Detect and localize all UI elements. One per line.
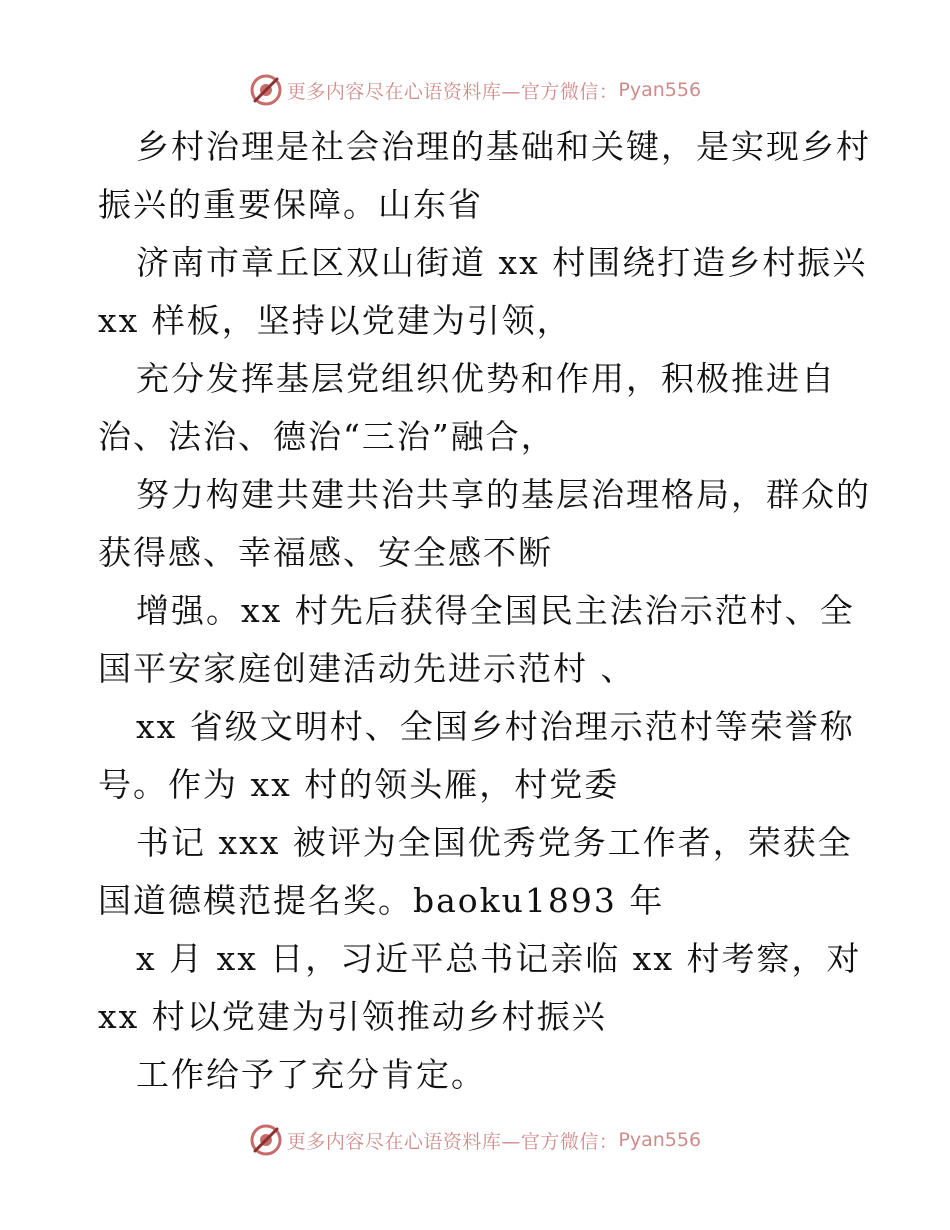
text-line: 治、法治、德治“三治”融合， — [98, 417, 556, 456]
text-line: 国道德模范提名奖。baoku1893 年 — [98, 881, 665, 920]
text-line: xx 样板，坚持以党建为引领， — [98, 301, 572, 340]
header-banner — [0, 70, 950, 110]
text-line: xx 省级文明村、全国乡村治理示范村等荣誉称 — [136, 707, 855, 746]
text-line: x 月 xx 日，习近平总书记亲临 xx 村考察，对 — [136, 939, 862, 978]
text-line: 乡村治理是社会治理的基础和关键，是实现乡村 — [136, 127, 871, 166]
text-line: 国平安家庭创建活动先进示范村 、 — [98, 649, 636, 688]
text-line: 增强。xx 村先后获得全国民主法治示范村、全 — [136, 591, 855, 630]
banner-wechat-id: Pyan556 — [618, 1129, 702, 1151]
text-line: 号。作为 xx 村的领头雁，村党委 — [98, 765, 620, 804]
text-line: 工作给予了充分肯定。 — [136, 1055, 486, 1094]
text-line: 济南市章丘区双山街道 xx 村围绕打造乡村振兴 — [136, 243, 868, 282]
footer-banner — [0, 1120, 950, 1160]
text-line: xx 村以党建为引领推动乡村振兴 — [98, 997, 607, 1036]
banner-text: 更多内容尽在心语资料库—官方微信： — [286, 80, 619, 103]
text-line: 充分发挥基层党组织优势和作用，积极推进自 — [136, 359, 836, 398]
text-line: 振兴的重要保障。山东省 — [98, 185, 483, 224]
text-line: 书记 xxx 被评为全国优秀党务工作者，荣获全 — [136, 823, 853, 862]
document-body — [98, 118, 871, 1104]
banner-wechat-id: Pyan556 — [618, 79, 702, 101]
banner-text: 更多内容尽在心语资料库—官方微信： — [286, 1130, 619, 1153]
logo-icon — [249, 1123, 283, 1157]
text-line: 努力构建共建共治共享的基层治理格局，群众的 — [136, 475, 871, 514]
text-line: 获得感、幸福感、安全感不断 — [98, 533, 553, 572]
logo-icon — [249, 73, 283, 107]
